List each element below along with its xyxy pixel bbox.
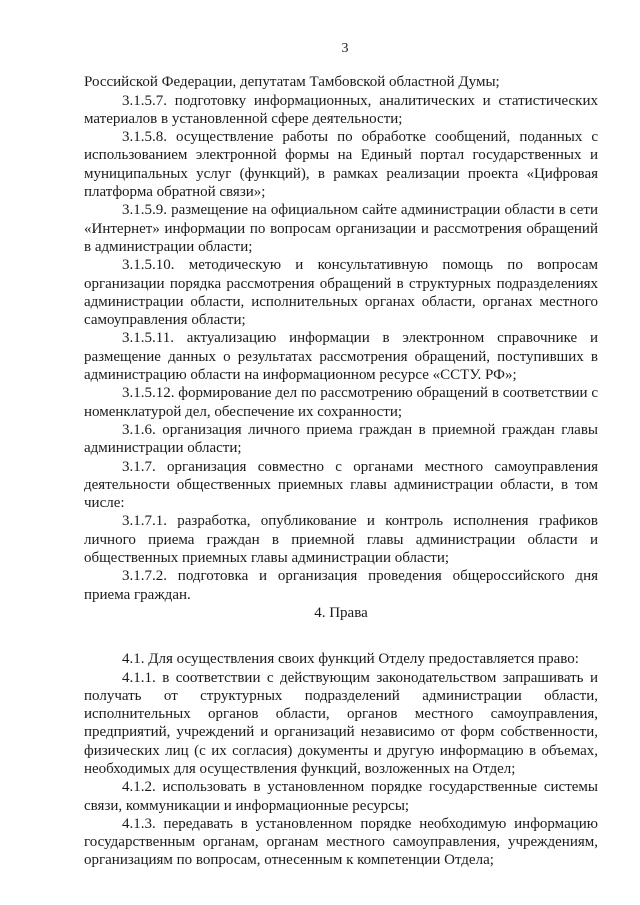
paragraph: 4.1.1. в соответствии с действующим законодательством запрашивать и получать от структурных подразделений администрации области, исполнительных органов области, органов местного самоуправления, предприятий, учреждений и организаций независимо от форм собственности, физических лиц (с их согласия) документы и другую информацию в объемах, необходимых для осуществления функций, возложенных на Отдел; [84, 669, 598, 777]
section-heading: 4. Права [314, 604, 368, 621]
paragraph: Российской Федерации, депутатам Тамбовской областной Думы; [84, 74, 500, 91]
paragraph: 3.1.7.2. подготовка и организация проведения общероссийского дня приема граждан. [84, 568, 598, 603]
paragraph: 3.1.5.8. осуществление работы по обработке сообщений, поданных с использованием электронной формы на Единый портал государственных и муниципальных услуг (функций), в рамках реализации проекта «Цифровая платформа обратной связи»; [84, 129, 598, 201]
paragraph: 3.1.7. организация совместно с органами местного самоуправления деятельности общественных приемных главы администрации области, в том числе: [84, 458, 598, 512]
page-number: 3 [341, 41, 349, 56]
paragraph: 3.1.6. организация личного приема граждан в приемной граждан главы администрации области; [84, 421, 598, 457]
paragraph: 3.1.5.9. размещение на официальном сайте администрации области в сети «Интернет» информации по вопросам организации и рассмотрения обращений в администрации области; [84, 202, 598, 255]
paragraph: 3.1.5.11. актуализацию информации в электронном справочнике и размещение данных о результатах рассмотрения обращений, поступивших в администрацию области на информационном ресурсе «ССТУ. РФ»; [84, 330, 598, 384]
paragraph: 4.1.3. передавать в установленном порядке необходимую информацию государственным органам, органам местного самоуправления, учреждениям, организациям по вопросам, отнесенным к компетенции Отдела; [84, 815, 598, 869]
paragraph: 3.1.7.1. разработка, опубликование и контроль исполнения графиков личного приема граждан в приемной главы администрации области и общественных приемных главы администрации области; [84, 513, 598, 567]
section-4-body [84, 650, 598, 870]
paragraph: 3.1.5.10. методическую и консультативную помощь по вопросам организации порядка рассмотрения обращений в структурных подразделениях администрации области, исполнительных органах области, органах местного самоуправления области; [84, 257, 598, 329]
paragraph: 4.1. Для осуществления своих функций Отделу предоставляется право: [122, 651, 579, 668]
paragraph: 3.1.5.7. подготовку информационных, аналитических и статистических материалов в установленной сфере деятельности; [84, 92, 598, 127]
document-page [84, 40, 598, 870]
paragraph: 3.1.5.12. формирование дел по рассмотрению обращений в соответствии с номенклатурой дел, обеспечение их сохранности; [84, 385, 598, 420]
paragraph: 4.1.2. использовать в установленном порядке государственные системы связи, коммуникации и информационные ресурсы; [84, 779, 598, 814]
section-3-continuation [84, 73, 598, 604]
